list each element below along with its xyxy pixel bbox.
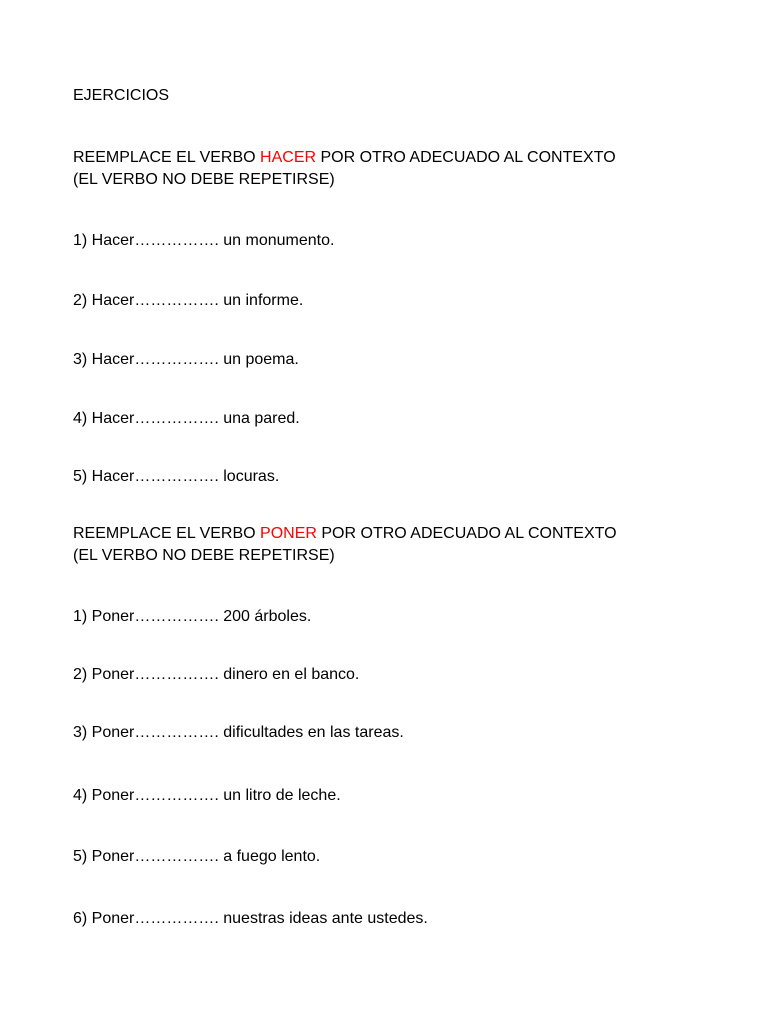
section1-instruction [73,148,616,168]
page-heading: EJERCICIOS [73,87,170,104]
section2-item-6: 6) Poner……………. nuestras ideas ante ustedes. [73,910,428,927]
section2-instruction [73,524,617,544]
section1-instruction-pre: REEMPLACE EL VERBO [73,149,261,166]
section1-instruction-line2: (EL VERBO NO DEBE REPETIRSE) [73,171,335,188]
section2-instruction-pre: REEMPLACE EL VERBO [73,525,261,542]
section2-item-1: 1) Poner……………. 200 árboles. [73,608,312,625]
section2-instruction-line2: (EL VERBO NO DEBE REPETIRSE) [73,547,335,564]
section2-instruction-post: POR OTRO ADECUADO AL CONTEXTO [316,525,617,542]
section1-instruction-post: POR OTRO ADECUADO AL CONTEXTO [316,149,616,166]
section1-verb: HACER [260,149,317,166]
section2-item-4: 4) Poner……………. un litro de leche. [73,787,341,804]
section1-item-3: 3) Hacer……………. un poema. [73,351,299,368]
section1-item-1: 1) Hacer……………. un monumento. [73,232,335,249]
section2-item-5: 5) Poner……………. a fuego lento. [73,848,321,865]
section2-item-3: 3) Poner……………. dificultades en las tareas. [73,724,404,741]
section1-item-4: 4) Hacer……………. una pared. [73,410,300,427]
section2-verb: PONER [260,525,317,542]
section1-item-5: 5) Hacer……………. locuras. [73,468,280,485]
section1-item-2: 2) Hacer……………. un informe. [73,292,304,309]
section2-item-2: 2) Poner……………. dinero en el banco. [73,666,360,683]
